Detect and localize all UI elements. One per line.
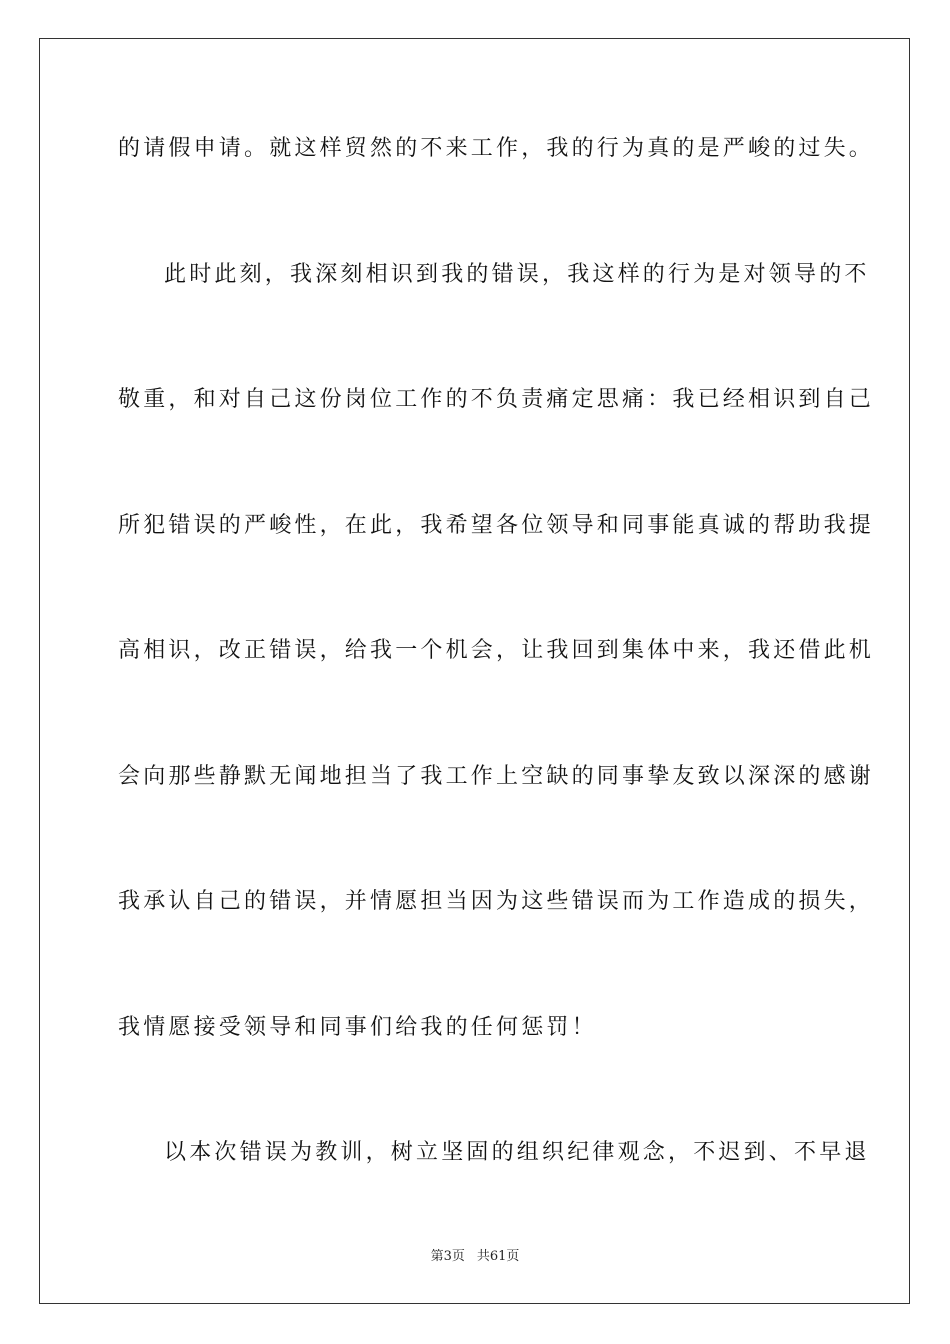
body-text-line: 我承认自己的错误，并情愿担当因为这些错误而为工作造成的损失， (118, 889, 875, 914)
page-number: 第3页 (430, 1249, 465, 1264)
body-text-line: 高相识，改正错误，给我一个机会，让我回到集体中来，我还借此机 (118, 638, 875, 663)
body-text-line: 此时此刻，我深刻相识到我的错误，我这样的行为是对领导的不 (164, 262, 870, 287)
body-text-line: 敬重，和对自己这份岗位工作的不负责痛定思痛：我已经相识到自己 (118, 387, 875, 412)
body-text-line: 会向那些静默无闻地担当了我工作上空缺的同事挚友致以深深的感谢 (118, 764, 875, 789)
body-text-line: 以本次错误为教训，树立坚固的组织纪律观念，不迟到、不早退 (164, 1140, 870, 1165)
page-frame (39, 38, 910, 1304)
body-text-line: 我情愿接受领导和同事们给我的任何惩罚！ (118, 1015, 597, 1040)
page-total: 共61页 (476, 1249, 520, 1264)
body-text-line: 所犯错误的严峻性，在此，我希望各位领导和同事能真诚的帮助我提 (118, 513, 875, 538)
page-footer (0, 1248, 950, 1266)
body-text-line: 的请假申请。就这样贸然的不来工作，我的行为真的是严峻的过失。 (118, 136, 875, 161)
